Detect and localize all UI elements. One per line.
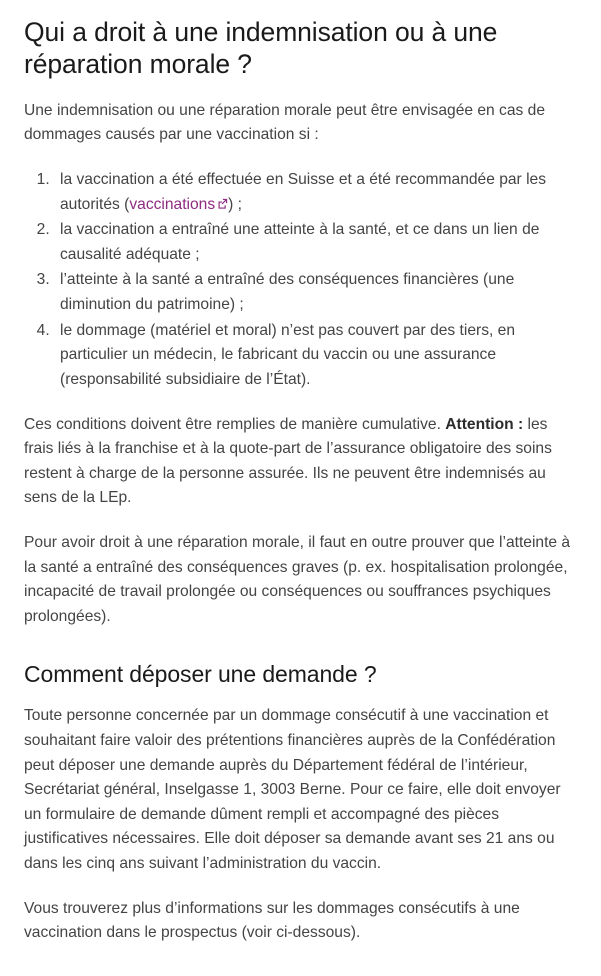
- moral-reparation-paragraph: Pour avoir droit à une réparation morale, il faut en outre prouver que l’atteinte à la santé a entraîné des conséquences graves (p. ex. hospitalisation prolongée, incapacité de travail prolongée ou conséquences ou souffrances psychiques prolongées).: [24, 534, 571, 625]
- condition-text-before-link: la vaccination a été effectuée en Suisse et a été recommandée par les autorités (: [60, 170, 547, 213]
- list-item: 2. la vaccination a entraîné une atteinte à la santé, et ce dans un lien de causalité adéquate ;: [54, 218, 577, 267]
- page-title: Qui a droit à une indemnisation ou à une réparation morale ?: [24, 17, 498, 80]
- application-procedure-paragraph: Toute personne concernée par un dommage consécutif à une vaccination et souhaitant faire valoir des prétentions financières auprès de la Confédération peut déposer une demande auprès du Département fédéral de l’intérieur, Secrétariat général, Inselgasse 1, 3003 Berne. Pour ce faire, elle doit envoyer un formulaire de demande dûment rempli et accompagné des pièces justificatives nécessaires. Elle doit déposer sa demande avant ses 21 ans ou dans les cinq ans suivant l’administration du vaccin.: [24, 707, 561, 873]
- list-item: 4. le dommage (matériel et moral) n’est pas couvert par des tiers, en particulier un médecin, le fabricant du vaccin ou une assurance (responsabilité subsidiaire de l’État).: [54, 319, 577, 393]
- attention-emphasis: Attention :: [445, 415, 524, 433]
- list-item: [54, 168, 577, 217]
- cumulative-text-after-emphasis: les frais liés à la franchise et à la quote-part de l’assurance obligatoire des soins restent à charge de la personne assurée. Ils ne peuvent être indemnisés au sens de la LEp.: [24, 415, 552, 507]
- condition-text-after-link: ) ;: [228, 195, 243, 213]
- eligibility-intro-paragraph: Une indemnisation ou une réparation morale peut être envisagée en cas de dommages causés par une vaccination si :: [24, 101, 545, 144]
- cumulative-conditions-paragraph: [24, 413, 577, 512]
- application-section-title: Comment déposer une demande ?: [24, 660, 377, 687]
- conditions-list: [24, 168, 577, 393]
- vaccinations-external-link[interactable]: [129, 196, 228, 213]
- external-link-icon: [217, 198, 228, 209]
- list-item: 3. l’atteinte à la santé a entraîné des conséquences financières (une diminution du patrimoine) ;: [54, 268, 577, 317]
- link-label: vaccinations: [129, 195, 216, 213]
- more-information-paragraph: Vous trouverez plus d’informations sur les dommages consécutifs à une vaccination dans le prospectus (voir ci-dessous).: [24, 899, 520, 942]
- cumulative-text-before-emphasis: Ces conditions doivent être remplies de manière cumulative.: [24, 415, 446, 433]
